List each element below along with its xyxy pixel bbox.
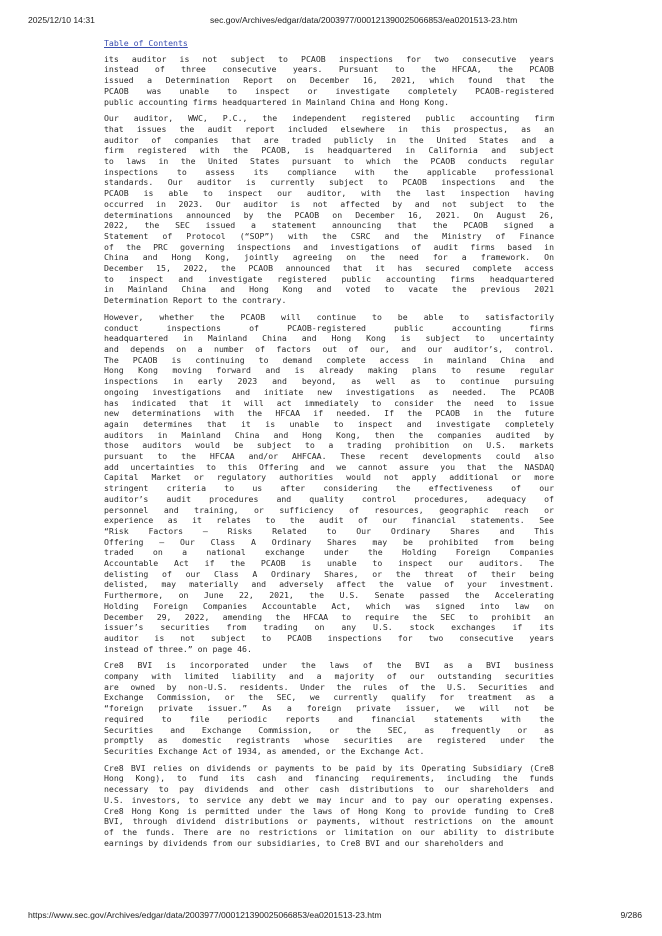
text-line: Capital Market or regulatory authorities would not apply additional or more xyxy=(104,472,554,483)
text-line: “Risk Factors — Risks Related to Our Ordinary Shares and This xyxy=(104,525,554,536)
text-line: instead of three consecutive years. Pursuant to the HFCAA, the PCAOB xyxy=(104,64,554,75)
text-line: delisted, may materially and adversely affect the value of your investment. xyxy=(104,579,554,590)
text-line: However, whether the PCAOB will continue to be able to satisfactorily xyxy=(104,311,554,322)
paragraph-list xyxy=(104,54,554,849)
page-number: 9/286 xyxy=(620,910,642,920)
text-line: of the funds. There are no restrictions or limitation on our ability to distribute xyxy=(104,826,554,837)
text-line: Accountable Act if the PCAOB is unable to inspect our auditors. The xyxy=(104,558,554,569)
text-line: stringent criteria to us after considering the effectiveness of our xyxy=(104,483,554,494)
text-line: traded on a national exchange under the Holding Foreign Companies xyxy=(104,547,554,558)
text-line: personnel and training, or sufficiency of resources, geographic reach or xyxy=(104,504,554,515)
text-line: China and Hong Kong, jointly agreeing on the need for a framework. On xyxy=(104,252,554,263)
text-line: public accounting firms headquartered in Mainland China and Hong Kong. xyxy=(104,96,450,107)
text-line: December 15, 2022, the PCAOB announced that it has secured complete access xyxy=(104,263,554,274)
text-line: experience as it relates to the audit of our financial statements. See xyxy=(104,515,554,526)
paragraph xyxy=(104,763,554,849)
text-line: Securities Exchange Act of 1934, as amended, or the Exchange Act. xyxy=(104,746,425,756)
text-line: ongoing investigations and initiate new investigations as needed. The PCAOB xyxy=(104,386,554,397)
text-line: 2022, the SEC issued a statement announcing that the PCAOB signed a xyxy=(104,220,554,231)
text-line: “foreign private issuer.” As a foreign private issuer, we will not be xyxy=(104,703,554,714)
paragraph xyxy=(104,113,554,306)
text-line: Exchange Commission, or the SEC, we currently qualify for treatment as a xyxy=(104,692,554,703)
text-line: its auditor is not subject to PCAOB inspections for two consecutive years xyxy=(104,53,554,64)
text-line: December 29, 2022, amending the HFCAA to require the SEC to prohibit an xyxy=(104,611,554,622)
text-line: Hong Kong), to fund its cash and financing requirements, including the funds xyxy=(104,773,554,784)
print-footer xyxy=(0,910,662,922)
paragraph xyxy=(104,312,554,655)
text-line: Furthermore, on June 22, 2021, the U.S. Senate passed the Accelerating xyxy=(104,590,554,601)
text-line: firm registered with the PCAOB, is headquartered in California and subject xyxy=(104,145,554,156)
text-line: inspections to assess its compliance with the applicable professional xyxy=(104,166,554,177)
text-line: those auditors would be subject to a trading prohibition on U.S. markets xyxy=(104,440,554,451)
paragraph xyxy=(104,54,554,108)
text-line: Holding Foreign Companies Accountable Act, which was signed into law on xyxy=(104,600,554,611)
text-line: Securities and Exchange Commission, or the SEC, as frequently or as xyxy=(104,724,554,735)
print-header xyxy=(0,15,662,27)
text-line: PCAOB is able to inspect our auditor, with the last inspection having xyxy=(104,188,554,199)
document-body xyxy=(104,38,554,854)
text-line: to laws in the United States pursuant to which the PCAOB conducts regular xyxy=(104,156,554,167)
text-line: auditors in Mainland China and Hong Kong, then the companies audited by xyxy=(104,429,554,440)
text-line: occurred in 2023. Our auditor is not affected by and not subject to the xyxy=(104,198,554,209)
text-line: conduct inspections of PCAOB-registered public accounting firms xyxy=(104,322,554,333)
text-line: auditor of companies that are traded publicly in the United States and a xyxy=(104,134,554,145)
text-line: to inspect and investigate registered public accounting firms headquartered xyxy=(104,273,554,284)
text-line: issuer’s securities from trading on any U.S. stock exchanges if its xyxy=(104,622,554,633)
text-line: headquartered in Mainland China and Hong Kong is subject to uncertainty xyxy=(104,333,554,344)
text-line: Cre8 BVI relies on dividends or payments to be paid by its Operating Subsidiary (Cre8 xyxy=(104,762,554,773)
text-line: and depends on a number of factors out of our, and our auditor’s, control. xyxy=(104,343,554,354)
text-line: that issues the audit report included elsewhere in this prospectus, as an xyxy=(104,123,554,134)
text-line: Hong Kong moving forward and is already making plans to resume regular xyxy=(104,365,554,376)
text-line: has indicated that it will act immediately to consider the need to issue xyxy=(104,397,554,408)
text-line: earnings by dividends from our subsidiaries, to Cre8 BVI and our shareholders and xyxy=(104,837,504,848)
text-line: instead of three.” on page 46. xyxy=(104,643,252,654)
text-line: promptly as domestic registrants whose securities are registered under the xyxy=(104,735,554,746)
text-line: auditor’s audit procedures and quality control procedures, adequacy of xyxy=(104,493,554,504)
text-line: required to file periodic reports and financial statements with the xyxy=(104,713,554,724)
text-line: Offering — Our Class A Ordinary Shares may be prohibited from being xyxy=(104,536,554,547)
text-line: U.S. investors, to service any debt we may incur and to pay our operating expenses. xyxy=(104,794,554,805)
text-line: Cre8 Hong Kong is permitted under the laws of Hong Kong to provide funding to Cre8 xyxy=(104,805,554,816)
text-line: BVI, through dividend distributions or payments, without restrictions on the amount xyxy=(104,816,554,827)
text-line: determinations announced by the PCAOB on December 16, 2021. On August 26, xyxy=(104,209,554,220)
text-line: auditor is not subject to PCAOB inspections for two consecutive years xyxy=(104,632,554,643)
print-footer-url: https://www.sec.gov/Archives/edgar/data/2003977/000121390025066853/ea0201513-23.htm xyxy=(28,910,382,920)
text-line: are owned by non-U.S. residents. Under the rules of the U.S. Securities and xyxy=(104,681,554,692)
text-line: new determinations with the HFCAA if needed. If the PCAOB in the future xyxy=(104,408,554,419)
text-line: add uncertainties to this Offering and we cannot assure you that the NASDAQ xyxy=(104,461,554,472)
text-line: Our auditor, WWC, P.C., the independent registered public accounting firm xyxy=(104,113,554,124)
print-header-url: sec.gov/Archives/edgar/data/2003977/000121390025066853/ea0201513-23.htm xyxy=(210,15,518,25)
text-line: issued a Determination Report on December 16, 2021, which found that the xyxy=(104,75,554,86)
text-line: inspections in early 2023 and beyond, as well as to continue pursuing xyxy=(104,376,554,387)
text-line: again determines that it is unable to inspect and investigate completely xyxy=(104,418,554,429)
text-line: pursuant to the HFCAA and/or AHFCAA. These recent developments could also xyxy=(104,451,554,462)
text-line: necessary to pay dividends and other cash distributions to our shareholders and xyxy=(104,784,554,795)
text-line: of the PRC governing inspections and investigations of audit firms based in xyxy=(104,241,554,252)
text-line: standards. Our auditor is currently subject to PCAOB inspections and the xyxy=(104,177,554,188)
text-line: Determination Report to the contrary. xyxy=(104,295,287,306)
text-line: PCAOB was unable to inspect or investigate completely PCAOB-registered xyxy=(104,85,554,96)
print-timestamp: 2025/12/10 14:31 xyxy=(28,15,95,25)
text-line: Statement of Protocol (“SOP”) with the CSRC and the Ministry of Finance xyxy=(104,230,554,241)
text-line: in Mainland China and Hong Kong and voted to vacate the previous 2021 xyxy=(104,284,554,295)
text-line: The PCAOB is continuing to demand complete access in mainland China and xyxy=(104,354,554,365)
table-of-contents-link[interactable]: Table of Contents xyxy=(104,38,188,48)
text-line: company with limited liability and a majority of our outstanding securities xyxy=(104,671,554,682)
text-line: Cre8 BVI is incorporated under the laws of the BVI as a BVI business xyxy=(104,660,554,671)
paragraph xyxy=(104,660,554,756)
text-line: delisting of our Class A Ordinary Shares, or the threat of their being xyxy=(104,568,554,579)
